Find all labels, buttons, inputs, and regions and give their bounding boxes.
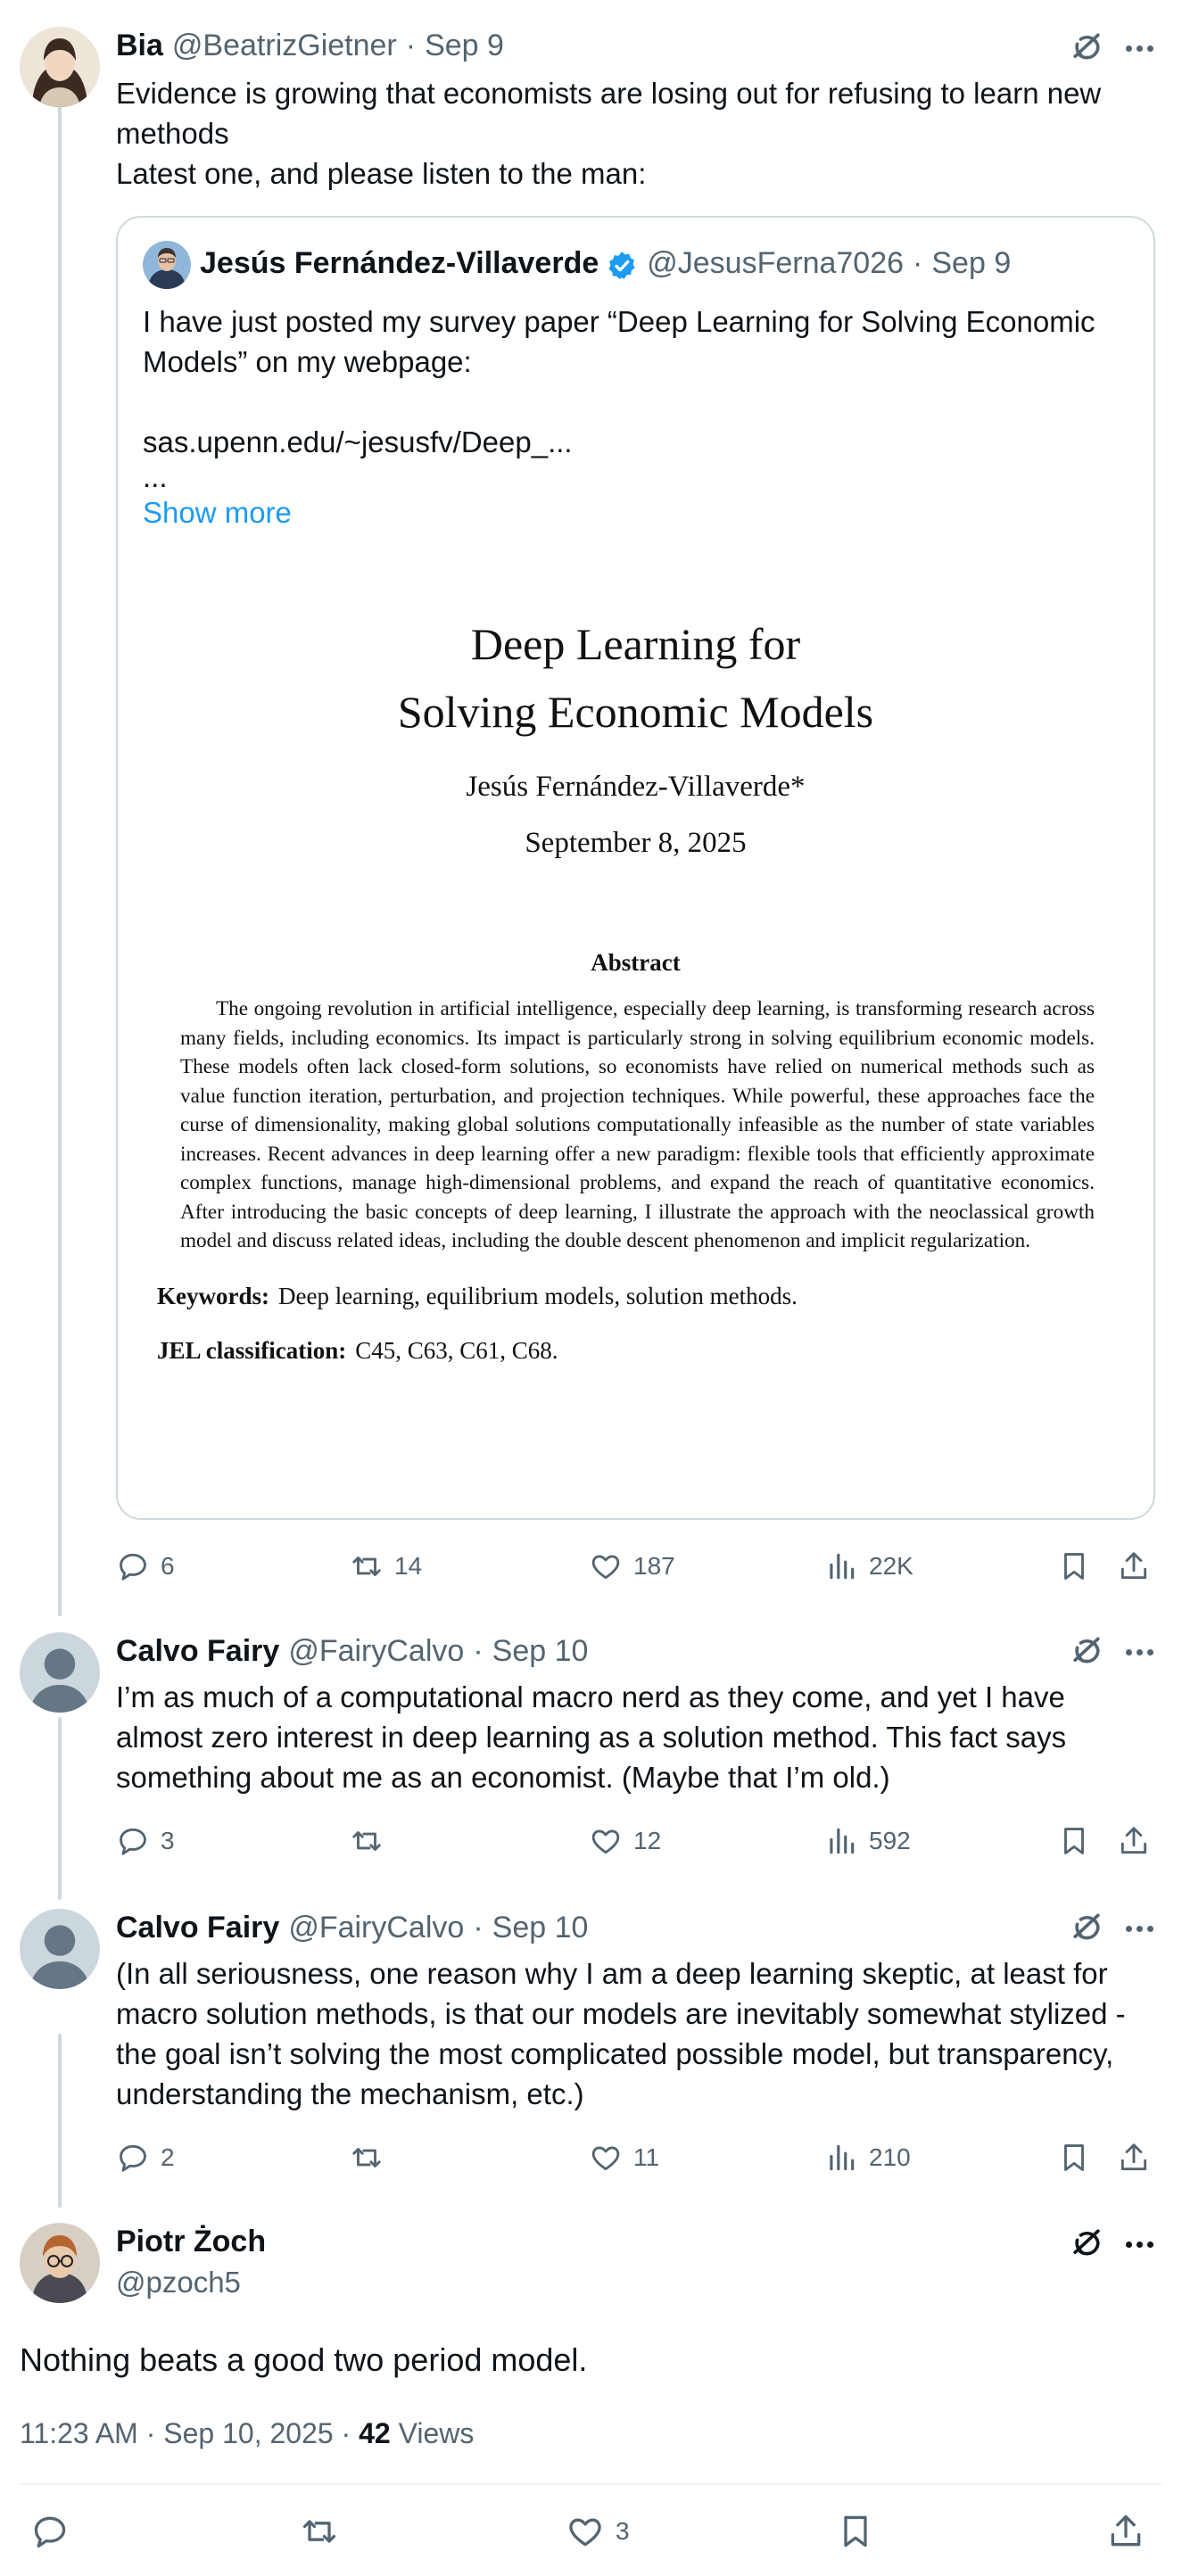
author-name[interactable]: Bia bbox=[116, 29, 163, 62]
views-button[interactable]: 22K bbox=[824, 1547, 913, 1586]
quoted-tweet-text: I have just posted my survey paper “Deep Learning for Solving Economic Models” on my webpage: sas.upenn.edu/~jesusfv/Deep_... ... Show more bbox=[143, 301, 1133, 533]
tweet-date[interactable]: Sep 10 bbox=[492, 1634, 589, 1668]
paper-author: Jesús Fernández-Villaverde* bbox=[466, 771, 806, 803]
bookmark-button[interactable] bbox=[1057, 2138, 1091, 2177]
avatar[interactable] bbox=[20, 27, 100, 107]
quoted-link[interactable]: sas.upenn.edu/~jesusfv/Deep_... bbox=[143, 425, 573, 458]
verified-badge-icon bbox=[606, 250, 638, 282]
reply-icon bbox=[116, 1549, 150, 1583]
quoted-author-handle[interactable]: @JesusFerna7026 bbox=[647, 246, 905, 280]
share-icon bbox=[1117, 1549, 1151, 1583]
retweet-icon bbox=[350, 1549, 384, 1583]
tweet-actions bbox=[116, 2138, 1160, 2177]
like-button[interactable]: 3 bbox=[566, 2512, 630, 2551]
share-icon bbox=[1106, 2512, 1145, 2551]
views-button[interactable]: 592 bbox=[824, 1821, 911, 1861]
more-options-icon[interactable] bbox=[1120, 1909, 1159, 1948]
grok-icon[interactable] bbox=[1067, 2225, 1106, 2264]
quoted-header: Jesús Fernández-Villaverde @JesusFerna7026 · Sep 9 bbox=[200, 246, 1012, 280]
views-icon bbox=[824, 1549, 858, 1583]
quoted-tweet-date[interactable]: Sep 9 bbox=[931, 246, 1012, 280]
reply-button[interactable]: 2 bbox=[116, 2138, 175, 2177]
share-button[interactable] bbox=[1117, 2138, 1151, 2177]
main-author-handle[interactable]: @pzoch5 bbox=[116, 2266, 241, 2299]
quoted-avatar[interactable] bbox=[143, 241, 191, 289]
retweet-button[interactable]: 14 bbox=[350, 1547, 422, 1586]
quoted-tweet-card[interactable] bbox=[116, 216, 1155, 1520]
avatar[interactable] bbox=[20, 2223, 100, 2303]
reply-icon bbox=[30, 2512, 70, 2551]
like-button[interactable]: 11 bbox=[589, 2138, 659, 2177]
tweet-date[interactable]: Sep 10 bbox=[492, 1911, 589, 1944]
views-icon bbox=[824, 2141, 858, 2175]
retweet-icon bbox=[350, 2141, 384, 2175]
reply-button[interactable] bbox=[30, 2512, 70, 2551]
bookmark-button[interactable] bbox=[1057, 1821, 1091, 1861]
avatar[interactable] bbox=[20, 1909, 100, 1989]
reply-icon bbox=[116, 2141, 150, 2175]
like-button[interactable]: 187 bbox=[589, 1547, 675, 1586]
retweet-icon bbox=[300, 2512, 339, 2551]
share-button[interactable] bbox=[1117, 1547, 1151, 1586]
more-options-icon[interactable] bbox=[1120, 1632, 1159, 1672]
tweet-header: Calvo Fairy @FairyCalvo · Sep 10 bbox=[116, 1634, 589, 1668]
tweet-text: I’m as much of a computational macro nerd as they come, and yet I have almost zero interest in deep learning as a solution method. This fact says something about me as an economist. (Maybe that I’m old.) bbox=[116, 1680, 1067, 1794]
author-name[interactable]: Calvo Fairy bbox=[116, 1634, 280, 1668]
thread-line bbox=[58, 100, 62, 1616]
share-icon bbox=[1117, 1824, 1151, 1858]
share-button[interactable] bbox=[1106, 2512, 1145, 2551]
tweet-text: Evidence is growing that economists are losing out for refusing to learn new methods Latest one, and please listen to the man: bbox=[116, 77, 1102, 190]
abstract-text: The ongoing revolution in artificial intelligence, especially deep learning, is transforming research across many fields, including economics. Its impact is particularly strong in solving equilibrium economic models. These models often lack closed-form solutions, so economists have relied on numerical methods such as value function iteration, perturbation, and projection techniques. While powerful, these approaches face the curse of dimensionality, making global solutions computationally infeasible as the number of state variables increases. Recent advances in deep learning offer a new paradigm: flexible tools that efficiently approximate complex functions, manage high-dimensional problems, and expand the reach of quantitative economics. After introducing the basic concepts of deep learning, I illustrate the approach with the neoclassical growth model and discuss related ideas, including the double descent phenomenon and implicit regularization. bbox=[180, 997, 1095, 1252]
author-handle[interactable]: @BeatrizGietner bbox=[171, 29, 397, 62]
views-count: 42 bbox=[359, 2417, 391, 2449]
avatar[interactable] bbox=[20, 1632, 100, 1713]
grok-icon[interactable] bbox=[1067, 29, 1106, 68]
tweet-header: Calvo Fairy @FairyCalvo · Sep 10 bbox=[116, 1911, 589, 1944]
reply-button[interactable]: 3 bbox=[116, 1821, 175, 1861]
quoted-author-name[interactable]: Jesús Fernández-Villaverde bbox=[200, 246, 599, 280]
paper-jel: JEL classification: C45, C63, C61, C68. bbox=[157, 1336, 558, 1364]
author-handle[interactable]: @FairyCalvo bbox=[288, 1911, 465, 1944]
abstract-heading: Abstract bbox=[591, 949, 681, 976]
bookmark-icon bbox=[1057, 2141, 1091, 2175]
share-icon bbox=[1117, 2141, 1151, 2175]
heart-icon bbox=[589, 1824, 623, 1858]
bookmark-icon bbox=[836, 2512, 875, 2551]
bookmark-button[interactable] bbox=[1057, 1547, 1091, 1586]
retweet-icon bbox=[350, 1824, 384, 1858]
retweet-button[interactable] bbox=[350, 2138, 394, 2177]
paper-date: September 8, 2025 bbox=[525, 827, 747, 859]
reply-button[interactable]: 6 bbox=[116, 1547, 175, 1586]
paper-title: Deep Learning for Solving Economic Models bbox=[397, 619, 874, 737]
tweet-header: Bia @BeatrizGietner · Sep 9 bbox=[116, 29, 504, 62]
tweet-timestamp: 11:23 AM · Sep 10, 2025 · 42 Views bbox=[20, 2417, 475, 2449]
grok-icon[interactable] bbox=[1067, 1632, 1106, 1672]
heart-icon bbox=[589, 1549, 623, 1583]
tweet-text: (In all seriousness, one reason why I am a deep learning skeptic, at least for macro solution methods, is that our models are inevitably somewhat stylized - the goal isn’t solving the most complicated possible model, but transparency, understanding the mechanism, etc.) bbox=[116, 1957, 1126, 2110]
tweet-actions bbox=[116, 1821, 1160, 1861]
main-tweet-actions bbox=[20, 2512, 1161, 2555]
views-icon bbox=[824, 1824, 858, 1858]
tweet-actions bbox=[116, 1547, 1160, 1586]
author-handle[interactable]: @FairyCalvo bbox=[288, 1634, 465, 1668]
bookmark-icon bbox=[1057, 1824, 1091, 1858]
thread-line bbox=[58, 2034, 62, 2208]
views-button[interactable]: 210 bbox=[824, 2138, 911, 2177]
paper-keywords: Keywords: Deep learning, equilibrium models, solution methods. bbox=[157, 1282, 798, 1309]
author-name[interactable]: Calvo Fairy bbox=[116, 1911, 280, 1944]
reply-icon bbox=[116, 1824, 150, 1858]
tweet-date[interactable]: Sep 9 bbox=[425, 29, 504, 62]
thread-line bbox=[58, 1717, 62, 1900]
more-options-icon[interactable] bbox=[1120, 2225, 1159, 2264]
main-tweet-text: Nothing beats a good two period model. bbox=[20, 2341, 588, 2378]
paper-image[interactable] bbox=[118, 610, 1153, 1365]
heart-icon bbox=[566, 2512, 605, 2551]
like-button[interactable]: 12 bbox=[589, 1821, 661, 1861]
main-author-name[interactable]: Piotr Żoch bbox=[116, 2225, 267, 2258]
show-more-link[interactable]: Show more bbox=[143, 496, 292, 529]
share-button[interactable] bbox=[1117, 1821, 1151, 1861]
retweet-button[interactable] bbox=[300, 2512, 339, 2551]
divider bbox=[20, 2483, 1161, 2485]
retweet-button[interactable] bbox=[350, 1821, 394, 1861]
bookmark-icon bbox=[1057, 1549, 1091, 1583]
more-options-icon[interactable] bbox=[1120, 29, 1159, 68]
grok-icon[interactable] bbox=[1067, 1909, 1106, 1948]
bookmark-button[interactable] bbox=[836, 2512, 875, 2551]
heart-icon bbox=[589, 2141, 623, 2175]
